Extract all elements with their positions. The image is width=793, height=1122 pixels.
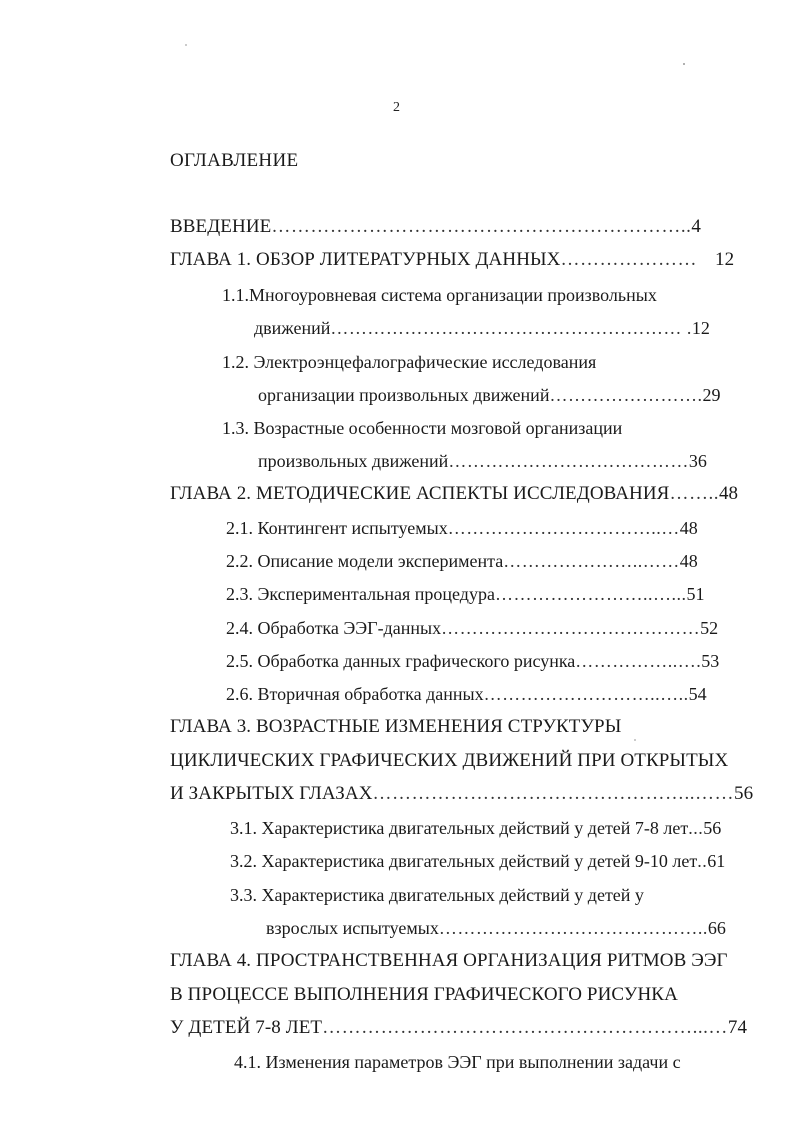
toc-entry-label: В ПРОЦЕССЕ ВЫПОЛНЕНИЯ ГРАФИЧЕСКОГО РИСУНКА bbox=[170, 984, 678, 1005]
toc-entry-2-6[interactable] bbox=[226, 682, 707, 706]
toc-title: ОГЛАВЛЕНИЕ bbox=[170, 150, 299, 171]
toc-entry-label: И ЗАКРЫТЫХ ГЛАЗАХ bbox=[170, 783, 373, 804]
toc-entry-1-3-cont[interactable] bbox=[258, 449, 707, 473]
toc-entry-page: 48 bbox=[718, 483, 739, 504]
toc-leader-dots: …………………………………… bbox=[441, 618, 701, 638]
toc-entry-page: 12 bbox=[715, 249, 735, 270]
toc-entry-page: 56 bbox=[734, 783, 754, 804]
toc-entry-1-3[interactable] bbox=[222, 416, 622, 440]
toc-entry-2-1[interactable] bbox=[226, 516, 698, 540]
toc-entry-label: произвольных движений bbox=[258, 451, 449, 471]
toc-entry-1-2-cont[interactable] bbox=[258, 383, 720, 407]
page-number: 2 bbox=[393, 100, 400, 115]
toc-entry-3-1[interactable] bbox=[230, 816, 721, 840]
toc-leader-dots: …………………………………………………...… bbox=[322, 1017, 728, 1038]
toc-leader-dots: …………………………………………..…… bbox=[372, 783, 735, 804]
toc-entry-label: ГЛАВА 1. ОБЗОР ЛИТЕРАТУРНЫХ ДАННЫХ bbox=[170, 249, 561, 270]
toc-leader-dots: ………………………………………………… . bbox=[330, 318, 692, 338]
toc-entry-label: ГЛАВА 4. ПРОСТРАНСТВЕННАЯ ОРГАНИЗАЦИЯ РИТМОВ ЭЭГ bbox=[170, 950, 728, 971]
toc-entry-label: 1.3. Возрастные особенности мозговой организации bbox=[222, 418, 623, 438]
toc-leader-dots: ... bbox=[688, 818, 704, 838]
toc-entry-label: 3.2. Характеристика двигательных действий у детей 9-10 лет bbox=[230, 851, 698, 871]
toc-entry-page: 54 bbox=[688, 684, 707, 704]
toc-leader-dots: ………………………..….. bbox=[483, 684, 689, 704]
toc-entry-label: 2.3. Экспериментальная процедура bbox=[226, 584, 495, 604]
toc-leader-dots: …………………..…… bbox=[503, 551, 680, 571]
toc-entry-chapter-1[interactable] bbox=[170, 248, 734, 272]
toc-entry-2-2[interactable] bbox=[226, 549, 698, 573]
toc-entry-chapter-4-end[interactable] bbox=[170, 1016, 747, 1040]
toc-entry-page: 51 bbox=[686, 584, 705, 604]
toc-entry-1-2[interactable] bbox=[222, 350, 596, 374]
toc-entry-label: 2.2. Описание модели эксперимента bbox=[226, 551, 504, 571]
toc-entry-page: 52 bbox=[700, 618, 719, 638]
toc-leader-dots: …………………………………….. bbox=[438, 918, 708, 938]
toc-entry-3-3-cont[interactable] bbox=[266, 916, 726, 940]
toc-entry-label: взрослых испытуемых bbox=[266, 918, 439, 938]
toc-entry-label: 2.6. Вторичная обработка данных bbox=[226, 684, 484, 704]
toc-leader-dots: .. bbox=[697, 851, 708, 871]
scan-speck bbox=[634, 739, 636, 741]
toc-entry-page: 53 bbox=[701, 651, 720, 671]
toc-entry-page: 74 bbox=[727, 1017, 748, 1038]
toc-entry-page: 48 bbox=[679, 551, 698, 571]
toc-entry-label: 4.1. Изменения параметров ЭЭГ при выполнении задачи с bbox=[234, 1052, 681, 1072]
toc-entry-page: 12 bbox=[691, 318, 710, 338]
toc-leader-dots: …….. bbox=[669, 483, 719, 504]
toc-entry-page: 56 bbox=[703, 818, 722, 838]
toc-leader-dots: ………………… bbox=[560, 249, 698, 270]
toc-entry-label: 3.3. Характеристика двигательных действий у детей у bbox=[230, 885, 644, 905]
toc-entry-label: организации произвольных движений bbox=[258, 385, 550, 405]
toc-entry-2-5[interactable] bbox=[226, 649, 719, 673]
toc-entry-4-1[interactable] bbox=[234, 1050, 681, 1074]
toc-leader-dots: ………………………………… bbox=[448, 451, 689, 471]
toc-entry-label: 3.1. Характеристика двигательных действий у детей 7-8 лет bbox=[230, 818, 689, 838]
scan-speck bbox=[683, 63, 685, 65]
scan-speck bbox=[185, 44, 187, 46]
toc-entry-2-3[interactable] bbox=[226, 582, 704, 606]
toc-entry-label: 2.1. Контингент испытуемых bbox=[226, 518, 448, 538]
toc-entry-1-1[interactable] bbox=[222, 283, 657, 307]
toc-entry-label: ВВЕДЕНИЕ bbox=[170, 216, 272, 237]
toc-leader-dots: ……………..…. bbox=[575, 651, 702, 671]
toc-entry-label: 2.4. Обработка ЭЭГ-данных bbox=[226, 618, 442, 638]
toc-entry-label: У ДЕТЕЙ 7-8 ЛЕТ bbox=[170, 1017, 323, 1038]
toc-entry-page: 36 bbox=[688, 451, 707, 471]
toc-entry-2-4[interactable] bbox=[226, 616, 718, 640]
toc-leader-dots: ……………………………..… bbox=[447, 518, 680, 538]
toc-leader-dots: ……………………..…... bbox=[494, 584, 687, 604]
toc-entry-chapter-3[interactable] bbox=[170, 715, 621, 739]
toc-entry-chapter-3-end[interactable] bbox=[170, 782, 753, 806]
toc-entry-3-3[interactable] bbox=[230, 883, 644, 907]
toc-entry-page: 66 bbox=[707, 918, 726, 938]
toc-leader-dots: ……………………. bbox=[549, 385, 703, 405]
toc-entry-chapter-3-cont[interactable] bbox=[170, 749, 728, 773]
toc-entry-page: 29 bbox=[702, 385, 721, 405]
toc-entry-label: ГЛАВА 2. МЕТОДИЧЕСКИЕ АСПЕКТЫ ИССЛЕДОВАНИЯ bbox=[170, 483, 670, 504]
toc-entry-label: 2.5. Обработка данных графического рисунка bbox=[226, 651, 576, 671]
toc-entry-label: ЦИКЛИЧЕСКИХ ГРАФИЧЕСКИХ ДВИЖЕНИЙ ПРИ ОТКРЫТЫХ bbox=[170, 750, 729, 771]
toc-entry-chapter-4-cont[interactable] bbox=[170, 983, 678, 1007]
toc-entry-3-2[interactable] bbox=[230, 849, 725, 873]
toc-entry-label: ГЛАВА 3. ВОЗРАСТНЫЕ ИЗМЕНЕНИЯ СТРУКТУРЫ bbox=[170, 716, 622, 737]
toc-entry-page: 61 bbox=[707, 851, 726, 871]
toc-entry-chapter-4[interactable] bbox=[170, 949, 728, 973]
toc-entry-chapter-2[interactable] bbox=[170, 482, 738, 506]
toc-entry-introduction[interactable] bbox=[170, 215, 701, 239]
toc-entry-label: движений bbox=[254, 318, 331, 338]
toc-entry-label: 1.2. Электроэнцефалографические исследования bbox=[222, 352, 597, 372]
toc-entry-1-1-cont[interactable] bbox=[254, 316, 710, 340]
toc-entry-label: 1.1.Многоуровневая система организации произвольных bbox=[222, 285, 657, 305]
toc-entry-page: 48 bbox=[679, 518, 698, 538]
toc-leader-dots: ……………………………………………………….. bbox=[271, 216, 692, 237]
toc-entry-page: 4 bbox=[691, 216, 701, 237]
